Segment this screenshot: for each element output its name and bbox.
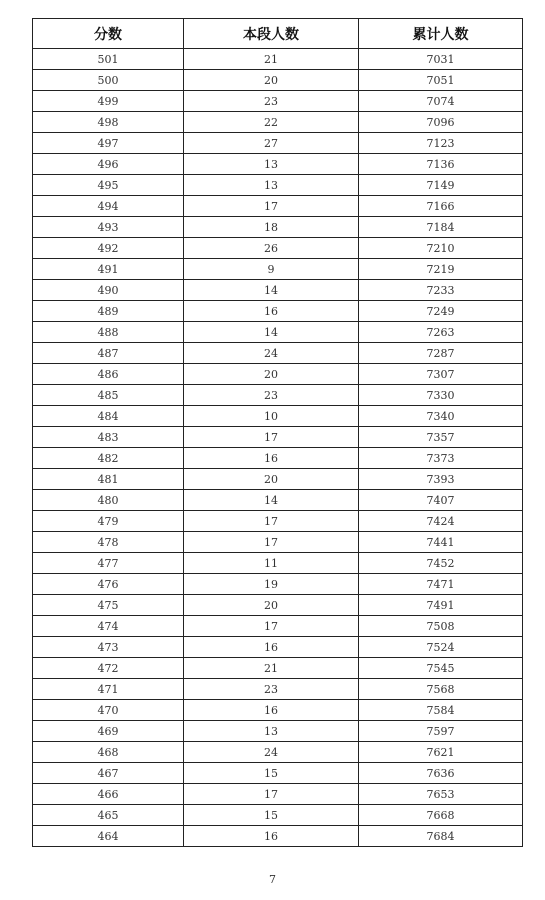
segment-count-cell: 23 [184,679,359,700]
score-table [32,18,523,847]
header-segment-count: 本段人数 [184,19,359,49]
table-row [33,658,523,679]
segment-count-cell: 24 [184,343,359,364]
table-row [33,616,523,637]
table-row [33,742,523,763]
score-cell: 480 [33,490,184,511]
segment-count-cell: 13 [184,175,359,196]
score-table-container [32,18,522,847]
cumulative-count-cell: 7441 [359,532,523,553]
table-row [33,301,523,322]
segment-count-cell: 17 [184,196,359,217]
segment-count-cell: 23 [184,385,359,406]
table-row [33,469,523,490]
segment-count-cell: 20 [184,595,359,616]
table-row [33,364,523,385]
segment-count-cell: 17 [184,784,359,805]
cumulative-count-cell: 7330 [359,385,523,406]
cumulative-count-cell: 7524 [359,637,523,658]
segment-count-cell: 23 [184,91,359,112]
segment-count-cell: 14 [184,322,359,343]
score-cell: 472 [33,658,184,679]
segment-count-cell: 15 [184,805,359,826]
cumulative-count-cell: 7149 [359,175,523,196]
table-row [33,595,523,616]
cumulative-count-cell: 7136 [359,154,523,175]
cumulative-count-cell: 7287 [359,343,523,364]
table-row [33,259,523,280]
cumulative-count-cell: 7584 [359,700,523,721]
table-body [33,49,523,847]
score-cell: 473 [33,637,184,658]
segment-count-cell: 21 [184,49,359,70]
score-cell: 489 [33,301,184,322]
table-row [33,763,523,784]
cumulative-count-cell: 7051 [359,70,523,91]
table-row [33,385,523,406]
cumulative-count-cell: 7123 [359,133,523,154]
cumulative-count-cell: 7307 [359,364,523,385]
score-cell: 482 [33,448,184,469]
segment-count-cell: 20 [184,469,359,490]
cumulative-count-cell: 7096 [359,112,523,133]
cumulative-count-cell: 7508 [359,616,523,637]
table-row [33,280,523,301]
segment-count-cell: 9 [184,259,359,280]
score-cell: 478 [33,532,184,553]
cumulative-count-cell: 7249 [359,301,523,322]
segment-count-cell: 19 [184,574,359,595]
score-cell: 497 [33,133,184,154]
cumulative-count-cell: 7166 [359,196,523,217]
score-cell: 501 [33,49,184,70]
score-cell: 475 [33,595,184,616]
score-cell: 499 [33,91,184,112]
segment-count-cell: 16 [184,637,359,658]
header-row [33,19,523,49]
cumulative-count-cell: 7210 [359,238,523,259]
score-cell: 487 [33,343,184,364]
segment-count-cell: 13 [184,721,359,742]
score-cell: 490 [33,280,184,301]
cumulative-count-cell: 7407 [359,490,523,511]
table-row [33,805,523,826]
cumulative-count-cell: 7424 [359,511,523,532]
cumulative-count-cell: 7471 [359,574,523,595]
segment-count-cell: 22 [184,112,359,133]
score-cell: 494 [33,196,184,217]
table-row [33,343,523,364]
header-score: 分数 [33,19,184,49]
score-cell: 471 [33,679,184,700]
table-row [33,49,523,70]
score-cell: 470 [33,700,184,721]
segment-count-cell: 18 [184,217,359,238]
score-cell: 485 [33,385,184,406]
table-row [33,406,523,427]
table-row [33,490,523,511]
table-row [33,427,523,448]
table-row [33,637,523,658]
score-cell: 466 [33,784,184,805]
score-cell: 483 [33,427,184,448]
segment-count-cell: 26 [184,238,359,259]
segment-count-cell: 16 [184,826,359,847]
header-cumulative-count: 累计人数 [359,19,523,49]
cumulative-count-cell: 7031 [359,49,523,70]
segment-count-cell: 17 [184,532,359,553]
cumulative-count-cell: 7653 [359,784,523,805]
score-cell: 486 [33,364,184,385]
cumulative-count-cell: 7233 [359,280,523,301]
segment-count-cell: 24 [184,742,359,763]
segment-count-cell: 17 [184,427,359,448]
table-row [33,91,523,112]
score-cell: 495 [33,175,184,196]
table-row [33,133,523,154]
segment-count-cell: 16 [184,301,359,322]
table-row [33,511,523,532]
table-row [33,532,523,553]
score-cell: 474 [33,616,184,637]
cumulative-count-cell: 7684 [359,826,523,847]
segment-count-cell: 17 [184,616,359,637]
table-row [33,826,523,847]
segment-count-cell: 14 [184,490,359,511]
cumulative-count-cell: 7340 [359,406,523,427]
score-cell: 484 [33,406,184,427]
segment-count-cell: 10 [184,406,359,427]
cumulative-count-cell: 7373 [359,448,523,469]
table-row [33,574,523,595]
score-cell: 465 [33,805,184,826]
cumulative-count-cell: 7621 [359,742,523,763]
score-cell: 467 [33,763,184,784]
segment-count-cell: 14 [184,280,359,301]
table-row [33,238,523,259]
segment-count-cell: 17 [184,511,359,532]
segment-count-cell: 11 [184,553,359,574]
cumulative-count-cell: 7357 [359,427,523,448]
table-row [33,112,523,133]
score-cell: 481 [33,469,184,490]
cumulative-count-cell: 7668 [359,805,523,826]
cumulative-count-cell: 7393 [359,469,523,490]
cumulative-count-cell: 7491 [359,595,523,616]
score-cell: 498 [33,112,184,133]
cumulative-count-cell: 7636 [359,763,523,784]
table-row [33,784,523,805]
segment-count-cell: 27 [184,133,359,154]
score-cell: 479 [33,511,184,532]
score-cell: 491 [33,259,184,280]
cumulative-count-cell: 7219 [359,259,523,280]
score-cell: 488 [33,322,184,343]
cumulative-count-cell: 7263 [359,322,523,343]
segment-count-cell: 21 [184,658,359,679]
table-row [33,448,523,469]
score-cell: 468 [33,742,184,763]
segment-count-cell: 15 [184,763,359,784]
segment-count-cell: 20 [184,70,359,91]
table-row [33,70,523,91]
cumulative-count-cell: 7074 [359,91,523,112]
score-cell: 493 [33,217,184,238]
segment-count-cell: 16 [184,700,359,721]
table-row [33,700,523,721]
score-cell: 464 [33,826,184,847]
cumulative-count-cell: 7452 [359,553,523,574]
table-row [33,553,523,574]
score-cell: 477 [33,553,184,574]
page-number: 7 [269,873,276,886]
score-cell: 500 [33,70,184,91]
table-row [33,196,523,217]
table-row [33,175,523,196]
cumulative-count-cell: 7545 [359,658,523,679]
table-row [33,154,523,175]
table-row [33,721,523,742]
segment-count-cell: 13 [184,154,359,175]
score-cell: 469 [33,721,184,742]
segment-count-cell: 20 [184,364,359,385]
score-cell: 496 [33,154,184,175]
score-cell: 492 [33,238,184,259]
score-cell: 476 [33,574,184,595]
table-row [33,679,523,700]
cumulative-count-cell: 7568 [359,679,523,700]
cumulative-count-cell: 7184 [359,217,523,238]
segment-count-cell: 16 [184,448,359,469]
table-row [33,322,523,343]
table-row [33,217,523,238]
cumulative-count-cell: 7597 [359,721,523,742]
